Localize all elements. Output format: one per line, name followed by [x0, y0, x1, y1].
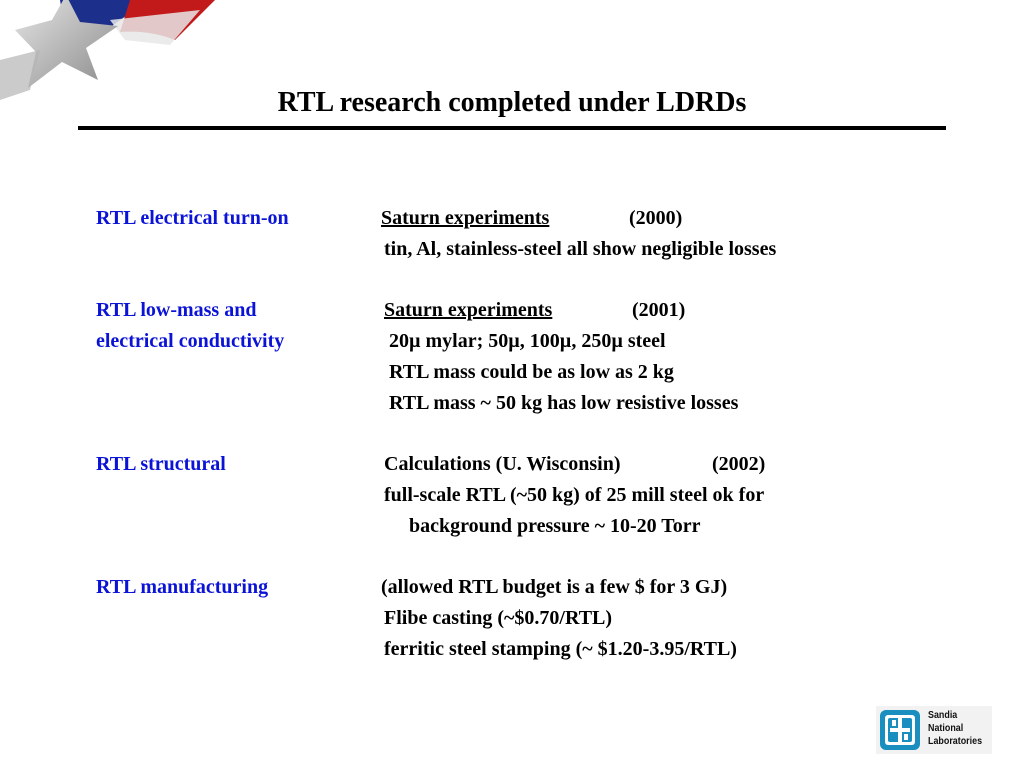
logo-line-3: Laboratories: [928, 735, 983, 747]
low-mass-detail-3: RTL mass ~ 50 kg has low resistive losses: [389, 392, 739, 414]
turn-on-detail: tin, Al, stainless-steel all show negligible losses: [384, 238, 777, 260]
manufacturing-detail-1: (allowed RTL budget is a few $ for 3 GJ): [381, 576, 728, 598]
logo-line-1: Sandia: [928, 709, 958, 721]
low-mass-detail-2: RTL mass could be as low as 2 kg: [389, 361, 674, 383]
turn-on-year: (2000): [629, 207, 683, 229]
structural-detail-1: full-scale RTL (~50 kg) of 25 mill steel ok for: [384, 484, 765, 506]
structural-detail-2: background pressure ~ 10-20 Torr: [409, 515, 701, 537]
section-label-manufacturing: RTL manufacturing: [96, 576, 269, 598]
logo-line-2: National: [928, 722, 964, 734]
structural-year: (2002): [712, 453, 766, 475]
section-label-conductivity: electrical conductivity: [96, 330, 285, 352]
turn-on-heading: Saturn experiments: [381, 207, 550, 229]
manufacturing-detail-2: Flibe casting (~$0.70/RTL): [384, 607, 613, 629]
structural-heading: Calculations (U. Wisconsin): [384, 453, 621, 475]
low-mass-year: (2001): [632, 299, 686, 321]
low-mass-detail-1: 20µ mylar; 50µ, 100µ, 250µ steel: [389, 330, 666, 352]
manufacturing-detail-3: ferritic steel stamping (~ $1.20-3.95/RTL): [384, 638, 737, 660]
slide-title: RTL research completed under LDRDs: [277, 87, 747, 118]
section-label-structural: RTL structural: [96, 453, 226, 475]
sandia-logo-text: [928, 709, 982, 748]
low-mass-heading: Saturn experiments: [384, 299, 553, 321]
section-label-turn-on: RTL electrical turn-on: [96, 207, 289, 229]
title-divider: [78, 126, 946, 130]
section-label-low-mass: RTL low-mass and: [96, 299, 257, 321]
